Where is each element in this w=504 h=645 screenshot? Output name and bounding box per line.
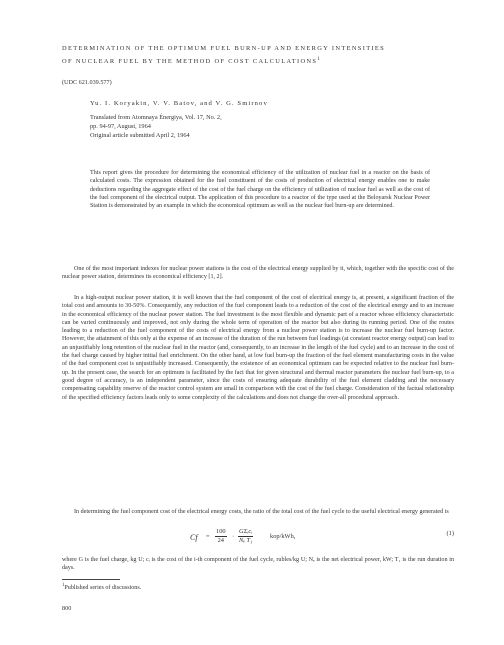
- fraction-1: [215, 528, 227, 545]
- title-line-1: DETERMINATION OF THE OPTIMUM FUEL BURN-UP AND ENERGY INTENSITIES: [62, 45, 386, 52]
- footnote-mark: 1: [62, 583, 65, 588]
- multiply-dot: ·: [232, 533, 235, 540]
- source-line-1: Translated from Atomnaya Énergiya, Vol. 17, No. 2,: [90, 114, 222, 121]
- body-paragraph-1: [62, 265, 454, 282]
- paragraph-text: In a high-output nuclear power station, it is well known that the fuel component of the cost of electrical energy is, at present, a significant fraction of the total cost and amounts to 30-50%. Consequently, any reduction of the fuel component leads to a reduction of the cost of the electrical energy and to an increase in the economical efficiency of the nuclear power station. The fuel investment is the most flexible and dynamic part of a reactor whose efficiency characteristic can be varied continuously and improved, not only during the whole term of operation of the reactor but also during its running period. One of the routes leading to a reduction of the fuel component of the costs of electrical energy from a nuclear power station is to increase the nuclear fuel burn-up factor. However, the attainment of this only at the expense of an increase of the duration of the run between fuel loadings (at constant reactor energy output) can lead to an unjustifiably long retention of the nuclear fuel in the reactor (and, consequently, to an increase in the length of the fuel cycle) and to an increase in the cost of the fuel charge caused by higher initial fuel enrichment. On the other hand, at low fuel burn-up the fraction of the fuel element manufacturing costs in the value of the fuel component cost is unjustifiably increased. Consequently, the existence of an economical optimum can be expected relative to the nuclear fuel burn-up. In the present case, the search for an optimum is facilitated by the fact that for given structural and thermal reactor parameters the nuclear fuel burn-up, to a good degree of accuracy, is an independent parameter, since the costs of ensuring adequate durability of the fuel element cladding and the necessary compensating capability reserve of the reactor control system are small in comparison with the cost of the fuel charge. Consideration of the factual relationship of the specified efficiency factors leads only to some complexity of the calculations and does not change the over-all procedural approach.: [62, 295, 454, 401]
- page-number: 800: [62, 605, 72, 612]
- article-title: [62, 43, 482, 67]
- fraction-2-numerator: GΣᵢcᵢ: [239, 528, 253, 535]
- udc-code: (UDC 621.039.577): [62, 79, 112, 86]
- equation-unit: kop/kWh,: [270, 533, 296, 540]
- source-line-2: pp. 94-97, August, 1964: [90, 123, 151, 130]
- fraction-2-denominator: Nₑ T₁: [238, 537, 253, 544]
- footnote-text: Published series of discussions.: [64, 585, 142, 592]
- body-paragraph-3: [62, 508, 454, 516]
- equation-number: (1): [446, 530, 454, 537]
- fraction-1-numerator: 100: [216, 528, 226, 535]
- paragraph-text: One of the most important indexes for nuclear power stations is the cost of the electrical energy supplied by it, which, together with the specific cost of the nuclear power station, determines its economical efficiency [1, 2].: [62, 266, 454, 281]
- equals-sign: =: [206, 533, 210, 540]
- equation-lhs: Cf: [190, 533, 198, 542]
- footnote-divider: [62, 579, 120, 580]
- title-footnote-mark: 1: [317, 57, 320, 62]
- title-line-2-text: OF NUCLEAR FUEL BY THE METHOD OF COST CALCULATIONS: [62, 58, 318, 66]
- equation-1: [190, 527, 454, 549]
- body-paragraph-4: [62, 556, 454, 573]
- body-paragraph-2: [62, 294, 454, 402]
- source-info: [90, 113, 222, 140]
- abstract: This report gives the procedure for determining the economical efficiency of the utilization of nuclear fuel in a reactor on the basis of calculated costs. The expression obtained for the fuel constituent of the costs of production of electrical energy enables one to make deductions regarding the aggregate effect of the cost of the fuel charge on the efficiency of utilization of nuclear fuel as well as the cost of the fuel component of the electrical output. The application of this procedure to a reactor of the type used at the Beloyarsk Nuclear Power Station is demonstrated by an example in which the economical optimum as well as the nuclear fuel burn-up are determined.: [90, 170, 430, 210]
- fraction-1-denominator: 24: [217, 537, 224, 544]
- paragraph-text: where G is the fuel charge, kg U; cᵢ is the cost of the i-th component of the fuel cycle, rubles/kg U; Nₑ is the net electrical power, kW; T₁ is the run duration in days.: [62, 557, 454, 572]
- fraction-2: [238, 528, 253, 545]
- authors: Yu. I. Koryakin, V. V. Batov, and V. G. Smirnov: [90, 100, 268, 107]
- paragraph-text: In determining the fuel component cost of the electrical energy costs, the ratio of the total cost of the fuel cycle to the useful electrical energy generated is: [74, 509, 449, 515]
- footnote: [62, 583, 141, 591]
- source-line-3: Original article submitted April 2, 1964: [90, 132, 190, 139]
- title-line-2: [62, 54, 482, 67]
